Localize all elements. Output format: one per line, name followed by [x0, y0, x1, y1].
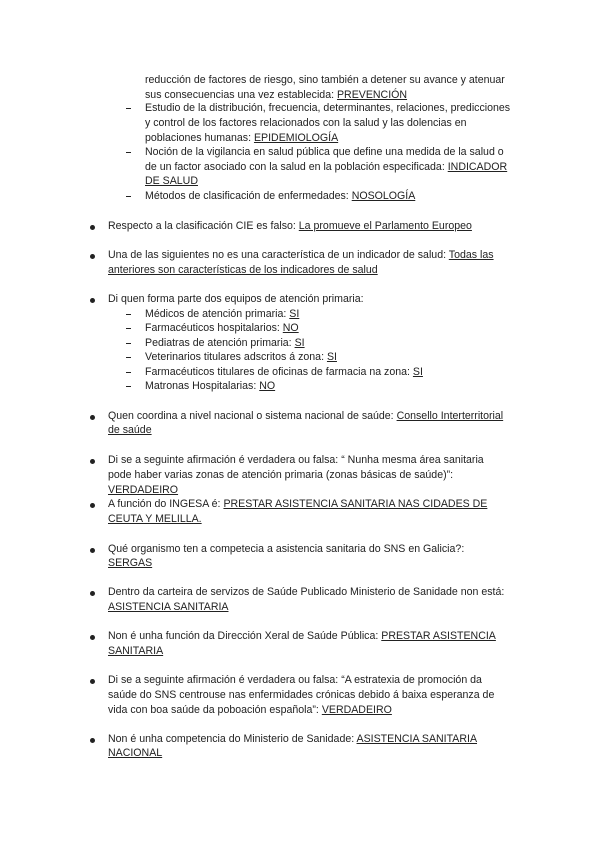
dash-marker: [126, 328, 131, 329]
answer-text: ASISTENCIA SANITARIA: [108, 601, 229, 613]
text-line: [108, 630, 496, 643]
question-text: Quen coordina a nivel nacional o sistema nacional de saúde:: [108, 410, 397, 422]
dash-marker: [126, 372, 131, 373]
answer-text: ASISTENCIA SANITARIA: [356, 733, 478, 745]
text-line: [108, 220, 472, 233]
bullet-marker: [90, 548, 95, 553]
list-item: [145, 351, 337, 364]
bullet-marker: [90, 459, 95, 464]
question-text: Qué organismo ten a competecia a asistencia sanitaria do SNS en Galicia?:: [108, 543, 465, 555]
list-item-label: Veterinarios titulares adscritos á zona:: [145, 351, 327, 363]
text-line: [108, 249, 494, 262]
list-item-label: Médicos de atención primaria:: [145, 308, 290, 320]
text-line: [108, 410, 503, 423]
answer-text: INDICADOR: [447, 161, 508, 173]
text-line: [145, 190, 415, 203]
text-line: [108, 498, 487, 511]
answer-text: SI: [326, 351, 337, 363]
question-text: vida con boa saúde da poboación española”:: [108, 704, 322, 716]
text-line: Estudio de la distribución, frecuencia, determinantes, relaciones, predicciones: [145, 102, 511, 114]
text-line: Noción de la vigilancia en salud pública que define una medida de la salud o: [145, 146, 504, 158]
question-text: saúde do SNS centrouse nas enfermidades crónicas debido á baixa esperanza de: [108, 689, 495, 701]
list-item-label: Matronas Hospitalarias:: [145, 380, 260, 392]
question-text: poblaciones humanas:: [145, 132, 254, 144]
answer-text: NOSOLOGÍA: [351, 190, 416, 202]
question-text: pode haber varias zonas de atención primaria (zonas básicas de saúde)”:: [108, 469, 454, 481]
dash-marker: [126, 108, 131, 109]
answer-text: PRESTAR ASISTENCIA SANITARIA NAS CIDADES DE: [223, 498, 488, 510]
text-line: reducción de factores de riesgo, sino también a detener su avance y atenuar: [145, 74, 505, 86]
question-text: Non é unha competencia do Ministerio de Sanidade:: [108, 733, 357, 745]
dash-marker: [126, 196, 131, 197]
bullet-marker: [90, 254, 95, 259]
bullet-marker: [90, 415, 95, 420]
list-item: [145, 308, 299, 321]
list-item: [145, 337, 305, 350]
text-line: [108, 733, 477, 746]
text-line: [145, 89, 407, 102]
bullet-marker: [90, 679, 95, 684]
dash-marker: [126, 386, 131, 387]
question-text: Dentro da carteira de servizos de Saúde Publicado Ministerio de Sanidade non está:: [108, 586, 505, 598]
text-line: y control de los factores relacionados con la salud y las dolencias en: [145, 117, 467, 129]
answer-text: VERDADEIRO: [321, 704, 392, 716]
question-text: Métodos de clasificación de enfermedades:: [145, 190, 352, 202]
answer-text: SI: [289, 308, 300, 320]
dash-marker: [126, 357, 131, 358]
answer-text: CEUTA Y MELILLA.: [108, 513, 202, 525]
list-item-label: Pediatras de atención primaria:: [145, 337, 295, 349]
bullet-marker: [90, 635, 95, 640]
answer-text: La promueve el Parlamento Europeo: [298, 220, 472, 232]
answer-text: PRESTAR ASISTENCIA: [381, 630, 496, 642]
answer-text: NO: [259, 380, 276, 392]
list-item-label: Farmacéuticos titulares de oficinas de farmacia na zona:: [145, 366, 413, 378]
answer-text: PREVENCIÓN: [336, 89, 408, 101]
answer-text: NACIONAL: [108, 747, 163, 759]
answer-text: SANITARIA: [108, 645, 164, 657]
question-text: Respecto a la clasificación CIE es falso:: [108, 220, 299, 232]
question-text: Una de las siguientes no es una característica de un indicador de salud:: [108, 249, 449, 261]
answer-text: anteriores son características de los indicadores de salud: [108, 264, 378, 276]
dash-marker: [126, 152, 131, 153]
dash-marker: [126, 343, 131, 344]
list-item: [145, 366, 423, 379]
text-line: [145, 161, 507, 174]
answer-text: DE SALUD: [145, 175, 198, 187]
text-line: [108, 704, 392, 717]
question-text: Di se a seguinte afirmación é verdadera ou falsa: “ Nunha mesma área sanitaria: [108, 454, 484, 466]
question-text: Non é unha función da Dirección Xeral de Saúde Pública:: [108, 630, 382, 642]
question-text: Di quen forma parte dos equipos de atención primaria:: [108, 293, 364, 305]
answer-text: Consello Interterritorial: [396, 410, 504, 422]
answer-text: NO: [282, 322, 299, 334]
answer-text: EPIDEMIOLOGÍA: [253, 132, 339, 144]
question-text: Di se a seguinte afirmación é verdadera ou falsa: “A estratexia de promoción da: [108, 674, 482, 686]
answer-text: SERGAS: [108, 557, 153, 569]
question-text: A función do INGESA é:: [108, 498, 224, 510]
bullet-marker: [90, 225, 95, 230]
answer-text: SI: [294, 337, 305, 349]
answer-text: Todas las: [448, 249, 494, 261]
question-text: sus consecuencias una vez establecida:: [145, 89, 337, 101]
bullet-marker: [90, 738, 95, 743]
answer-text: de saúde: [108, 424, 152, 436]
bullet-marker: [90, 298, 95, 303]
list-item: [145, 380, 275, 393]
bullet-marker: [90, 591, 95, 596]
question-text: de un factor asociado con la salud en la población especificada:: [145, 161, 448, 173]
answer-text: SI: [412, 366, 423, 378]
answer-text: VERDADEIRO: [108, 484, 179, 496]
text-line: [145, 132, 338, 145]
dash-marker: [126, 314, 131, 315]
list-item-label: Farmacéuticos hospitalarios:: [145, 322, 283, 334]
list-item: [145, 322, 299, 335]
bullet-marker: [90, 503, 95, 508]
